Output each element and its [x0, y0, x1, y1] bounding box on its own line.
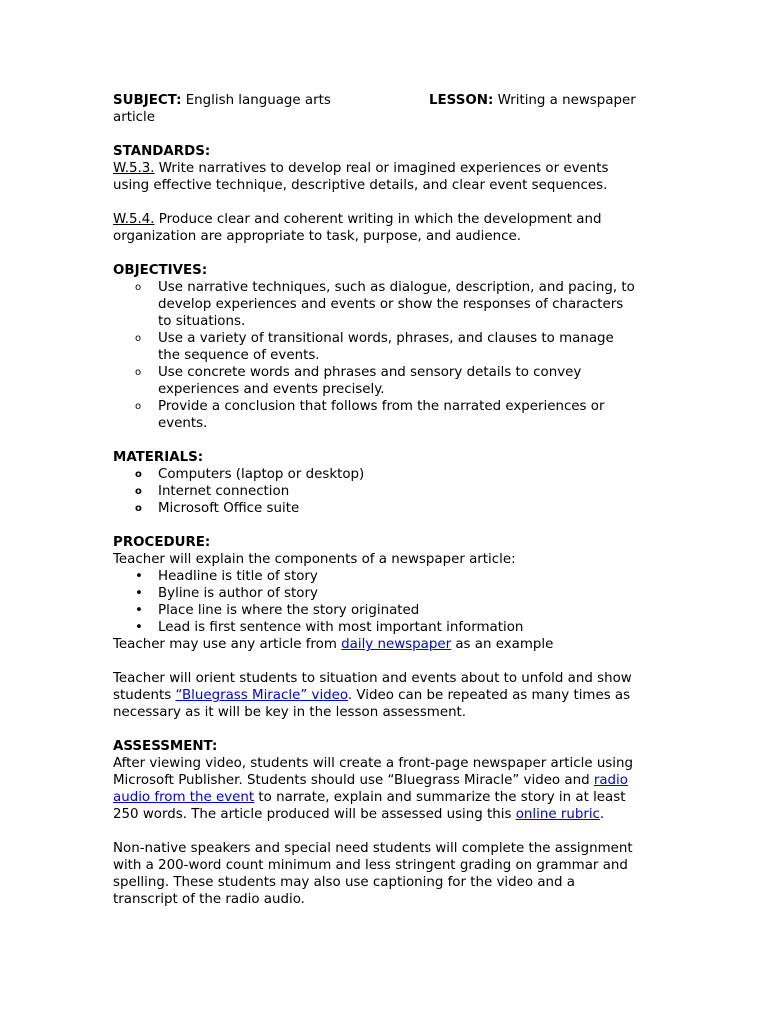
- procedure-text: Place line is where the story originated: [158, 603, 420, 618]
- circle-bullet-icon: o: [135, 333, 142, 344]
- assessment-text: Microsoft Publisher. Students should use “Bluegrass Miracle” video and: [113, 773, 594, 788]
- bullet-icon: •: [135, 620, 143, 635]
- accommodation-line2: with a 200-word count minimum and less stringent grading on grammar and: [113, 858, 628, 873]
- procedure-example: [113, 636, 653, 653]
- procedure-intro: Teacher will explain the components of a newspaper article:: [113, 552, 516, 567]
- accommodation-line3: spelling. These students may also use captioning for the video and a: [113, 875, 575, 890]
- standard-w54-text: Produce clear and coherent writing in which the development and: [154, 212, 602, 227]
- standard-w53-code: W.5.3.: [113, 161, 155, 176]
- circle-bullet-icon: o: [135, 486, 142, 497]
- standard-w53-line1: [113, 160, 653, 177]
- assessment-line4: [113, 806, 653, 823]
- bullet-icon: •: [135, 569, 143, 584]
- accommodation-line1: Non-native speakers and special need students will complete the assignment: [113, 841, 633, 856]
- material-text: Internet connection: [158, 484, 290, 499]
- objective-text: Use narrative techniques, such as dialogue, description, and pacing, to: [158, 280, 635, 295]
- assessment-line2: [113, 772, 653, 789]
- objective-text: Use concrete words and phrases and sensory details to convey: [158, 365, 582, 380]
- circle-bullet-icon: o: [135, 503, 142, 514]
- objective-item: [113, 398, 653, 432]
- procedure-item: [113, 568, 653, 585]
- material-item: [113, 483, 653, 500]
- circle-bullet-icon: o: [135, 367, 142, 378]
- assessment-text: .: [599, 807, 605, 822]
- procedure-heading: PROCEDURE:: [113, 535, 211, 550]
- subject-label: SUBJECT:: [113, 93, 182, 108]
- lesson-value-continued: article: [113, 110, 156, 125]
- material-item: [113, 466, 653, 483]
- objective-item: [113, 279, 653, 330]
- procedure-text: Lead is first sentence with most important information: [158, 620, 524, 635]
- standard-w53-line2: using effective technique, descriptive details, and clear event sequences.: [113, 178, 608, 193]
- procedure-text: Byline is author of story: [158, 586, 318, 601]
- standard-w53-text: Write narratives to develop real or imagined experiences or events: [154, 161, 609, 176]
- procedure-example-text: Teacher may use any article from: [113, 637, 342, 652]
- assessment-line1: After viewing video, students will create a front-page newspaper article using: [113, 756, 633, 771]
- objective-text: Use a variety of transitional words, phrases, and clauses to manage: [158, 331, 614, 346]
- procedure-example-text: as an example: [451, 637, 554, 652]
- objective-text: experiences and events precisely.: [158, 382, 385, 397]
- procedure-item: [113, 602, 653, 619]
- material-text: Microsoft Office suite: [158, 501, 300, 516]
- orient-line3: necessary as it will be key in the lesson assessment.: [113, 705, 467, 720]
- circle-bullet-icon: o: [135, 469, 142, 480]
- materials-heading: MATERIALS:: [113, 450, 204, 465]
- bullet-icon: •: [135, 603, 143, 618]
- standards-heading: STANDARDS:: [113, 144, 211, 159]
- assessment-line3: [113, 789, 653, 806]
- lesson-value: Writing a newspaper: [497, 93, 636, 108]
- procedure-item: [113, 619, 653, 636]
- objective-text: the sequence of events.: [158, 348, 320, 363]
- assessment-heading: ASSESSMENT:: [113, 739, 218, 754]
- bluegrass-video-link[interactable]: “Bluegrass Miracle” video: [175, 688, 348, 703]
- orient-line1: Teacher will orient students to situation and events about to unfold and show: [113, 671, 632, 686]
- accommodation-line4: transcript of the radio audio.: [113, 892, 305, 907]
- subject-value: English language arts: [185, 93, 331, 108]
- orient-line2: [113, 687, 653, 704]
- standard-w54-code: W.5.4.: [113, 212, 155, 227]
- objective-text: events.: [158, 416, 208, 431]
- materials-list: [113, 466, 653, 517]
- radio-audio-link[interactable]: radio: [593, 773, 628, 788]
- objective-text: Provide a conclusion that follows from the narrated experiences or: [158, 399, 605, 414]
- objective-text: to situations.: [158, 314, 246, 329]
- online-rubric-link[interactable]: online rubric: [515, 807, 600, 822]
- assessment-text: to narrate, explain and summarize the story in at least: [254, 790, 626, 805]
- material-text: Computers (laptop or desktop): [158, 467, 365, 482]
- material-item: [113, 500, 653, 517]
- procedure-list: [113, 568, 653, 636]
- circle-bullet-icon: o: [135, 282, 142, 293]
- orient-text: students: [113, 688, 176, 703]
- daily-newspaper-link[interactable]: daily newspaper: [341, 637, 452, 652]
- orient-text: . Video can be repeated as many times as: [347, 688, 631, 703]
- assessment-text: 250 words. The article produced will be assessed using this: [113, 807, 516, 822]
- objective-text: develop experiences and events or show the responses of characters: [158, 297, 624, 312]
- lesson-plan: [113, 92, 653, 908]
- header-line: [113, 92, 653, 109]
- procedure-text: Headline is title of story: [158, 569, 318, 584]
- procedure-item: [113, 585, 653, 602]
- circle-bullet-icon: o: [135, 401, 142, 412]
- bullet-icon: •: [135, 586, 143, 601]
- objective-item: [113, 330, 653, 364]
- objectives-heading: OBJECTIVES:: [113, 263, 208, 278]
- lesson-label: LESSON:: [429, 93, 494, 108]
- radio-audio-link-cont[interactable]: audio from the event: [113, 790, 255, 805]
- lesson-field: [429, 92, 636, 109]
- objectives-list: [113, 279, 653, 432]
- standard-w54-line2: organization are appropriate to task, purpose, and audience.: [113, 229, 521, 244]
- objective-item: [113, 364, 653, 398]
- standard-w54-line1: [113, 211, 653, 228]
